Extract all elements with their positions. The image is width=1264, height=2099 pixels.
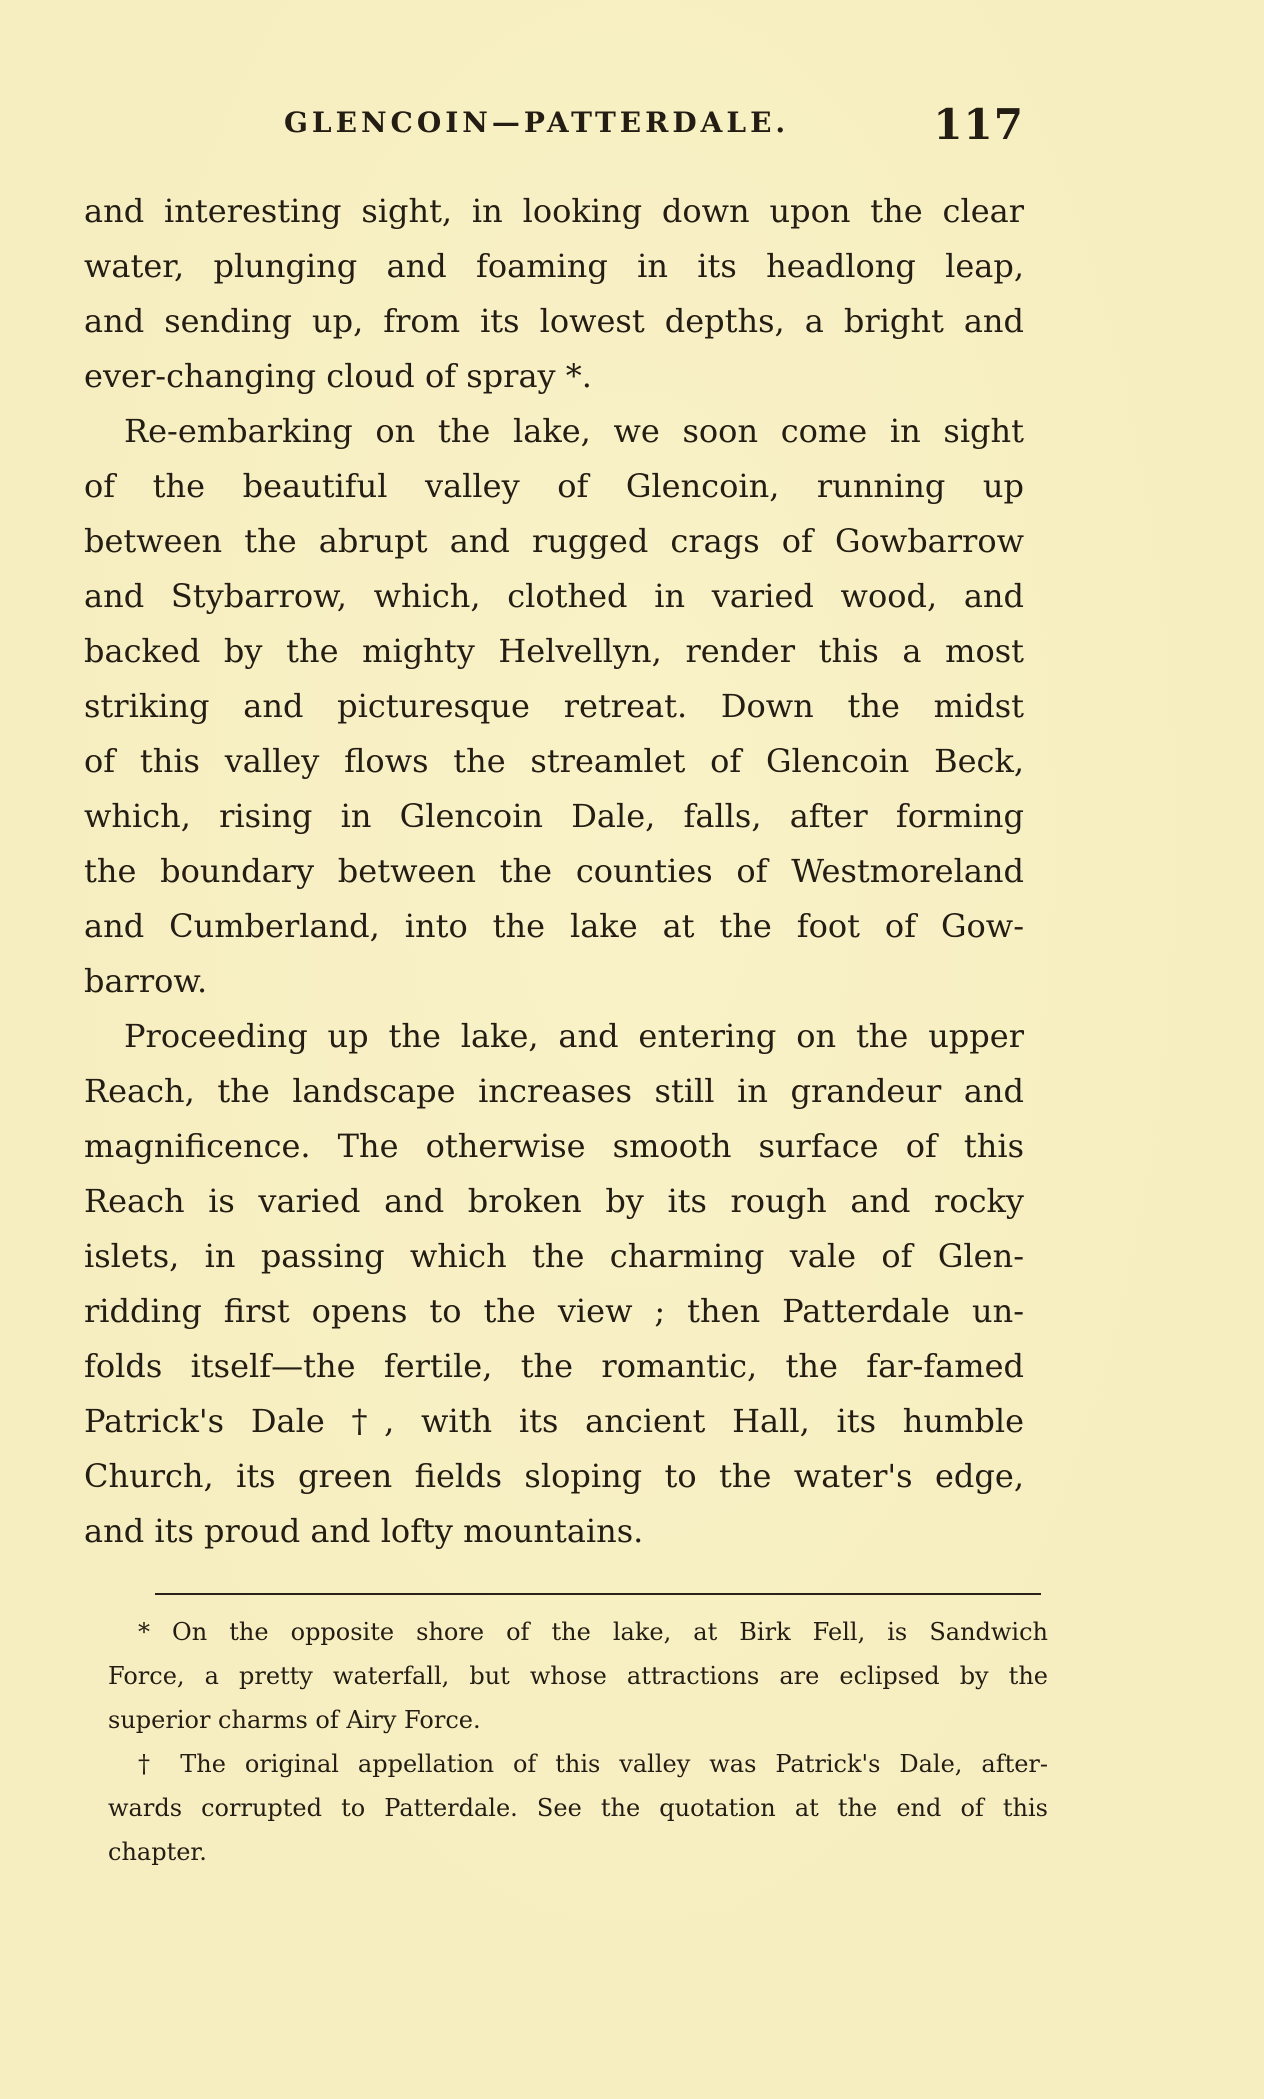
body-line: Reach, the landscape increases still in grandeur and (84, 1072, 1024, 1110)
body-line: Patrick's Dale †, with its ancient Hall, its humble (84, 1402, 1024, 1440)
body-line: striking and picturesque retreat. Down the midst (84, 687, 1024, 725)
footnote-divider (155, 1593, 1041, 1595)
body-line: and Stybarrow, which, clothed in varied wood, and (84, 577, 1024, 615)
body-line: ridding first opens to the view ; then Patterdale un- (84, 1292, 1024, 1330)
body-line: water, plunging and foaming in its headlong leap, (84, 247, 1024, 285)
footnote-line: superior charms of Airy Force. (108, 1706, 481, 1734)
running-head (84, 100, 1024, 149)
body-line: magnificence. The otherwise smooth surface of this (84, 1127, 1024, 1165)
body-line: barrow. (84, 962, 208, 1000)
footnote-line: chapter. (108, 1838, 207, 1866)
footnote-line: † The original appellation of this valley was Patrick's Dale, after- (138, 1750, 1048, 1778)
body-line: of the beautiful valley of Glencoin, running up (84, 467, 1024, 505)
body-line: Re-embarking on the lake, we soon come in sight (124, 412, 1024, 450)
page-number: 117 (933, 100, 1024, 149)
body-line: of this valley flows the streamlet of Glencoin Beck, (84, 742, 1024, 780)
body-line: folds itself—the fertile, the romantic, the far-famed (84, 1347, 1024, 1385)
body-line: and its proud and lofty mountains. (84, 1512, 644, 1550)
body-line: Church, its green fields sloping to the water's edge, (84, 1457, 1024, 1495)
body-line: backed by the mighty Helvellyn, render this a most (84, 632, 1024, 670)
footnote-line: wards corrupted to Patterdale. See the quotation at the end of this (108, 1794, 1048, 1822)
body-line: between the abrupt and rugged crags of Gowbarrow (84, 522, 1024, 560)
running-title: GLENCOIN—PATTERDALE. (284, 106, 790, 139)
footnotes (108, 1610, 1048, 1874)
footnote-line: Force, a pretty waterfall, but whose attractions are eclipsed by the (108, 1662, 1048, 1690)
body-line: the boundary between the counties of Westmoreland (84, 852, 1024, 890)
body-line: ever-changing cloud of spray *. (84, 357, 592, 395)
footnote-line: * On the opposite shore of the lake, at Birk Fell, is Sandwich (138, 1618, 1048, 1646)
body-line: Reach is varied and broken by its rough and rocky (84, 1182, 1024, 1220)
body-line: which, rising in Glencoin Dale, falls, after forming (84, 797, 1024, 835)
body-line: islets, in passing which the charming vale of Glen- (84, 1237, 1024, 1275)
body-text (84, 184, 1024, 1559)
body-line: and sending up, from its lowest depths, a bright and (84, 302, 1024, 340)
body-line: and Cumberland, into the lake at the foot of Gow- (84, 907, 1024, 945)
body-line: and interesting sight, in looking down upon the clear (84, 192, 1024, 230)
body-line: Proceeding up the lake, and entering on the upper (124, 1017, 1024, 1055)
